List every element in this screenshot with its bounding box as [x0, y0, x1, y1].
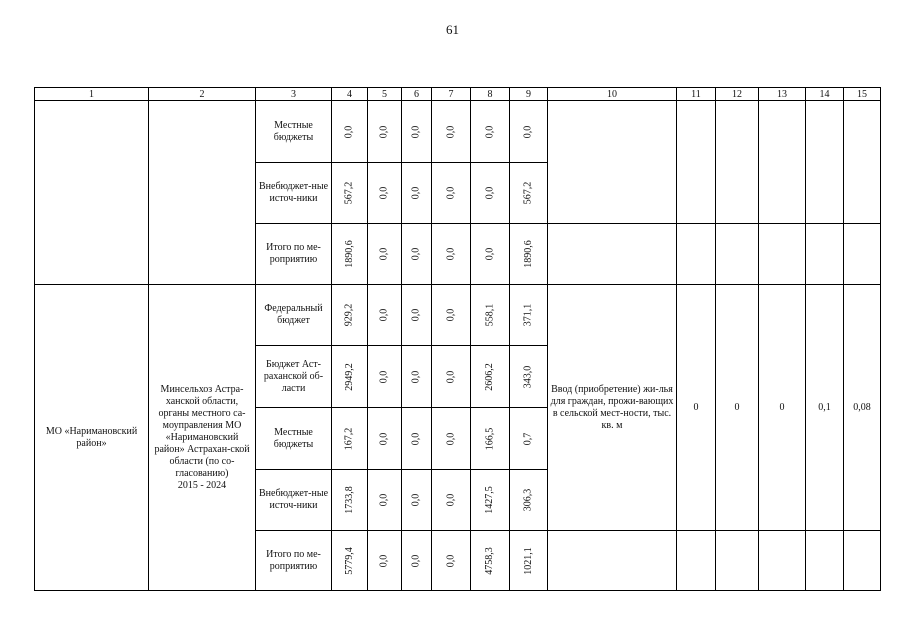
- value-cell: 0,0: [445, 247, 456, 261]
- value-cell: 5779,4: [343, 546, 355, 575]
- value-cell: 0,0: [410, 247, 422, 261]
- target-cell-empty: [716, 531, 759, 591]
- header-cell: 9: [510, 88, 548, 101]
- indicator-cell-empty: [548, 531, 677, 591]
- municipality-cell-empty: [35, 101, 149, 285]
- value-cell: 1733,8: [343, 486, 355, 514]
- target-cell-empty: [806, 224, 844, 285]
- value-cell: 0,0: [445, 125, 456, 138]
- value-cell: 0,0: [410, 554, 422, 567]
- header-cell: 15: [844, 88, 881, 101]
- value-cell: 0,7: [522, 432, 534, 445]
- value-cell: 0,0: [378, 370, 390, 383]
- value-cell: 0,0: [445, 308, 456, 322]
- value-cell: 0,0: [343, 125, 355, 138]
- header-cell: 1: [35, 88, 149, 101]
- value-cell: 0,0: [378, 125, 390, 138]
- header-cell: 8: [471, 88, 510, 101]
- value-cell: 0,0: [410, 432, 422, 445]
- municipality-name: МО «Наримановский район»: [45, 425, 138, 449]
- value-cell: 929,2: [343, 303, 355, 327]
- value-cell: 0,0: [410, 308, 422, 322]
- indicator-cell: [548, 285, 677, 531]
- header-cell: 3: [256, 88, 332, 101]
- value-cell: 0,0: [410, 186, 422, 200]
- target-cell-empty: [844, 101, 881, 224]
- value-cell: 0,0: [445, 493, 456, 507]
- value-cell: 0,0: [445, 370, 456, 383]
- value-cell: 0,0: [445, 554, 456, 567]
- executor-cell-empty: [149, 101, 256, 285]
- target-cell: [759, 285, 806, 531]
- value-cell: 0,0: [484, 125, 495, 138]
- header-cell: 4: [332, 88, 368, 101]
- table-row: [35, 101, 881, 163]
- value-cell: 0,0: [378, 186, 390, 200]
- target-cell-empty: [677, 101, 716, 224]
- header-row: [35, 88, 881, 101]
- target-cell-empty: [677, 531, 716, 591]
- funding-source: Местные бюджеты: [256, 101, 332, 163]
- target-cell-empty: [759, 531, 806, 591]
- header-cell: 5: [368, 88, 402, 101]
- value-cell: 0,0: [410, 125, 422, 138]
- header-cell: 13: [759, 88, 806, 101]
- value-cell: 1890,6: [343, 240, 355, 268]
- target-cell-empty: [844, 224, 881, 285]
- target-cell-empty: [677, 224, 716, 285]
- header-cell: 14: [806, 88, 844, 101]
- header-cell: 12: [716, 88, 759, 101]
- funding-source: Бюджет Аст-раханской об-ласти: [256, 346, 332, 408]
- value-cell: 2606,2: [484, 362, 495, 391]
- target-value: 0: [779, 401, 785, 413]
- value-cell: 0,0: [410, 370, 422, 383]
- value-cell: 0,0: [378, 432, 390, 445]
- value-cell: 167,2: [343, 427, 355, 450]
- funding-source: Федеральный бюджет: [256, 285, 332, 346]
- value-cell: 166,5: [484, 427, 495, 450]
- value-cell: 4758,3: [484, 546, 495, 575]
- value-cell: 1427,5: [484, 486, 495, 514]
- target-cell-empty: [716, 101, 759, 224]
- funding-source: Внебюджет-ные источ-ники: [256, 470, 332, 531]
- value-cell: 0,0: [378, 308, 390, 322]
- target-cell-empty: [716, 224, 759, 285]
- page-number: 61: [446, 22, 459, 37]
- target-cell-empty: [759, 101, 806, 224]
- target-value: 0: [734, 401, 740, 413]
- value-cell: 0,0: [522, 125, 534, 138]
- value-cell: 567,2: [343, 181, 355, 205]
- value-cell: 0,0: [378, 493, 390, 507]
- value-cell: 567,2: [522, 181, 534, 205]
- value-cell: 371,1: [522, 303, 534, 327]
- value-cell: 0,0: [484, 186, 495, 200]
- funding-source: Местные бюджеты: [256, 408, 332, 470]
- target-cell: [806, 285, 844, 531]
- table-row: [35, 285, 881, 346]
- funding-source: Внебюджет-ные источ-ники: [256, 163, 332, 224]
- budget-table: [34, 87, 881, 591]
- header-cell: 11: [677, 88, 716, 101]
- indicator-cell-empty: [548, 101, 677, 224]
- executor-period: 2015 - 2024: [177, 479, 227, 491]
- target-cell-empty: [806, 101, 844, 224]
- funding-source: Итого по ме-роприятию: [256, 531, 332, 591]
- target-cell: [716, 285, 759, 531]
- target-value: 0,08: [853, 401, 871, 413]
- indicator-cell-empty: [548, 224, 677, 285]
- funding-source: Итого по ме-роприятию: [256, 224, 332, 285]
- header-cell: 7: [432, 88, 471, 101]
- target-cell: [677, 285, 716, 531]
- header-cell: 2: [149, 88, 256, 101]
- value-cell: 0,0: [410, 493, 422, 507]
- value-cell: 0,0: [378, 247, 390, 261]
- value-cell: 2949,2: [343, 362, 355, 391]
- indicator-text: Ввод (приобретение) жи-лья для граждан, прожи-вающих в сельской мест-ности, тыс. кв. м: [550, 383, 674, 431]
- target-cell-empty: [806, 531, 844, 591]
- target-cell-empty: [844, 531, 881, 591]
- value-cell: 0,0: [378, 554, 390, 567]
- value-cell: 1021,1: [522, 546, 534, 575]
- value-cell: 558,1: [484, 303, 495, 327]
- municipality-cell: [35, 285, 149, 591]
- executor-cell: [149, 285, 256, 591]
- value-cell: 343,0: [522, 365, 534, 388]
- header-cell: 10: [548, 88, 677, 101]
- executor-text: Минсельхоз Астра-ханской области, органы местного са-моуправления МО «Наримановский район» Астрахан-ской области (по со-гласованию): [154, 383, 250, 479]
- target-cell-empty: [759, 224, 806, 285]
- value-cell: 0,0: [484, 247, 495, 261]
- target-value: 0: [693, 401, 699, 413]
- value-cell: 0,0: [445, 432, 456, 445]
- target-cell: [844, 285, 881, 531]
- header-cell: 6: [402, 88, 432, 101]
- value-cell: 1890,6: [522, 240, 534, 268]
- target-value: 0,1: [818, 401, 831, 413]
- value-cell: 0,0: [445, 186, 456, 200]
- value-cell: 306,3: [522, 488, 534, 512]
